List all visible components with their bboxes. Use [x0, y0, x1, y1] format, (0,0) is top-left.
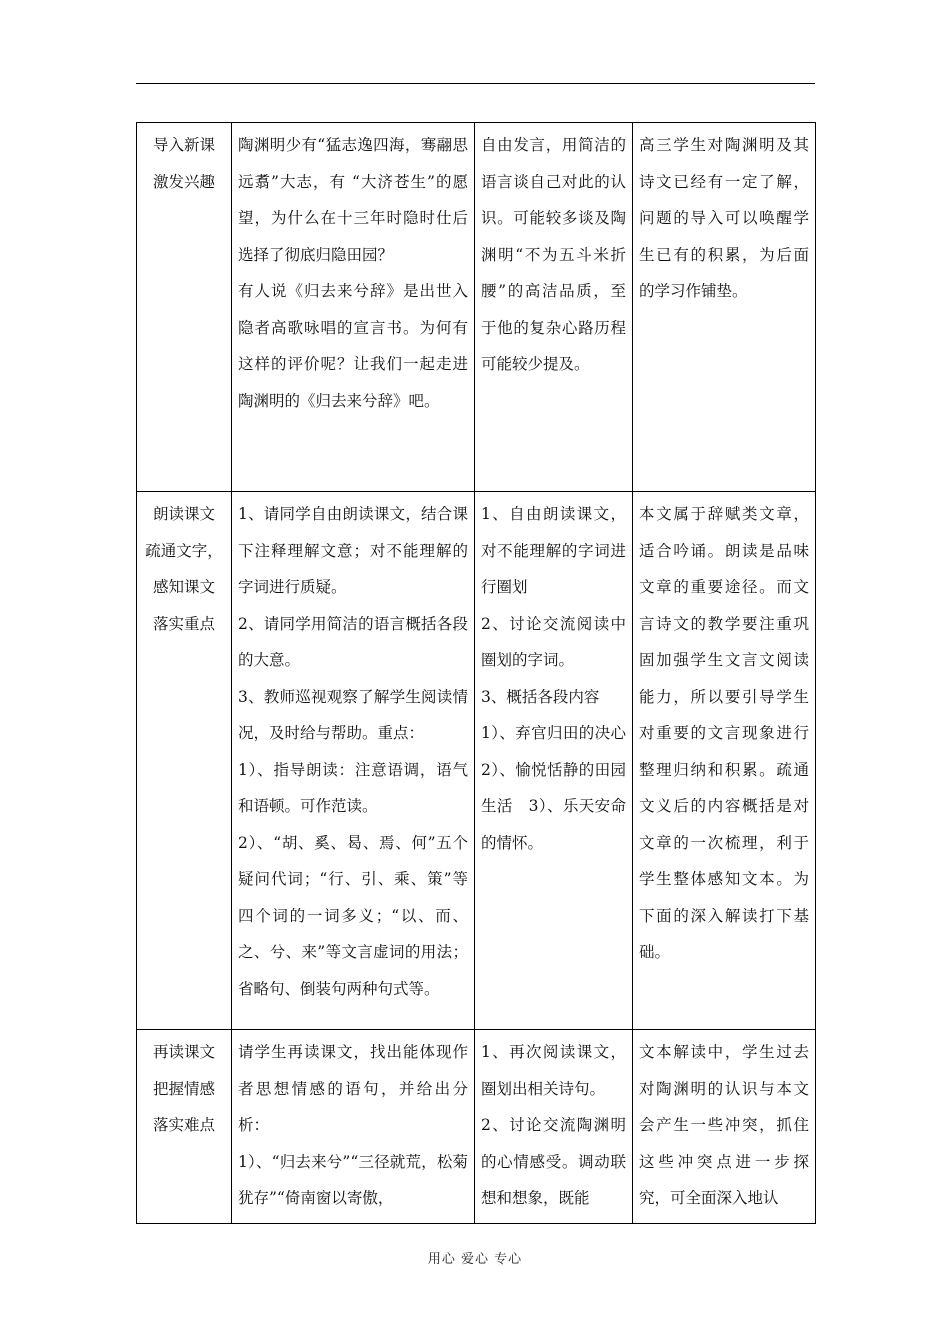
step-cell [137, 1030, 232, 1224]
teacher-paragraph: 1）、指导朗读：注意语调，语气和语顿。可作范读。 [238, 760, 468, 815]
table-row [137, 492, 816, 1030]
design-intent-cell [633, 1030, 816, 1224]
teacher-paragraph: 1、请同学自由朗读课文，结合课下注释理解文意；对不能理解的字词进行质疑。 [238, 505, 468, 596]
table-row [137, 1030, 816, 1224]
student-paragraph: 自由发言，用简洁的语言谈自己对此的认识。可能较多谈及陶渊明“不为五斗米折腰”的高洁品质，至于他的复杂心路历程可能较少提及。 [481, 136, 626, 373]
student-paragraph: 2、讨论交流陶渊明的心情感受。调动联想和想象，既能 [481, 1116, 626, 1207]
design-intent-cell [633, 492, 816, 1030]
student-paragraph: 1、自由朗读课文，对不能理解的字词进行圈划 [481, 505, 626, 596]
step-label: 把握情感 [152, 1079, 215, 1098]
step-label: 再读课文 [152, 1043, 215, 1061]
lesson-plan-table [136, 122, 816, 1224]
teacher-paragraph: 2、请同学用简洁的语言概括各段的大意。 [238, 614, 468, 669]
teacher-paragraph: 3、教师巡视观察了解学生阅读情况，及时给与帮助。重点： [238, 687, 468, 742]
intent-paragraph: 文本解读中，学生过去对陶渊明的认识与本文会产生一些冲突，抓住这些冲突点进一步探究，可全面深入地认 [639, 1043, 809, 1207]
student-paragraph: 3、概括各段内容 [481, 687, 600, 706]
step-cell [137, 492, 232, 1030]
teacher-paragraph: 请学生再读课文，找出能体现作者思想情感的语句，并给出分析： [238, 1043, 468, 1134]
teacher-paragraph: 1）、“归去来兮”“三径就荒，松菊犹存”“倚南窗以寄傲， [238, 1152, 468, 1207]
student-paragraph: 1、再次阅读课文，圈划出相关诗句。 [481, 1043, 626, 1098]
step-label: 朗读课文 [152, 505, 215, 523]
step-label: 感知课文 [152, 578, 215, 596]
teacher-paragraph: 有人说《归去来兮辞》是出世入隐者高歌咏唱的宣言书。为何有这样的评价呢？让我们一起走进陶渊明的《归去来兮辞》吧。 [238, 282, 468, 410]
step-label: 落实重点 [152, 614, 215, 633]
student-paragraph: 1）、弃官归田的决心 2）、愉悦恬静的田园生活 3）、乐天安命的情怀。 [481, 724, 642, 852]
student-activity-cell [475, 492, 642, 1030]
student-paragraph: 2、讨论交流阅读中圈划的字词。 [481, 614, 626, 669]
student-activity-cell [475, 1030, 633, 1224]
table-row [137, 123, 816, 492]
intent-paragraph: 高三学生对陶渊明及其诗文已经有一定了解，问题的导入可以唤醒学生已有的积累，为后面的学习作铺垫。 [639, 136, 809, 300]
intent-paragraph: 本文属于辞赋类文章，适合吟诵。朗读是品味文章的重要途径。而文言诗文的教学要注重巩固加强学生文言文阅读能力，所以要引导学生对重要的文言现象进行整理归纳和积累。疏通文义后的内容概括是对文章的一次梳理，利于学生整体感知文本。为下面的深入解读打下基础。 [639, 505, 809, 961]
teacher-activity-cell [232, 123, 475, 492]
step-label: 导入新课 [152, 136, 215, 154]
page-footer: 用心 爱心 专心 [427, 1252, 523, 1267]
step-label: 落实难点 [152, 1116, 215, 1134]
step-label: 疏通文字， [145, 541, 223, 560]
teacher-activity-cell [232, 1030, 475, 1224]
teacher-paragraph: 2）、“胡、奚、曷、焉、何”五个疑问代词；“行、引、乘、策”等四个词的一词多义；“以、而、之、兮、来”等文言虚词的用法；省略句、倒装句两种句式等。 [238, 833, 468, 998]
step-cell [137, 123, 232, 492]
step-label: 激发兴趣 [152, 172, 215, 191]
teacher-activity-cell [232, 492, 475, 1030]
teacher-paragraph: 陶渊明少有“猛志逸四海，骞翮思远翥”大志，有 “大济苍生”的愿望，为什么在十三年时隐时仕后选择了彻底归隐田园？ [238, 136, 468, 264]
student-activity-cell [475, 123, 633, 492]
design-intent-cell [633, 123, 816, 492]
header-rule [136, 83, 815, 84]
